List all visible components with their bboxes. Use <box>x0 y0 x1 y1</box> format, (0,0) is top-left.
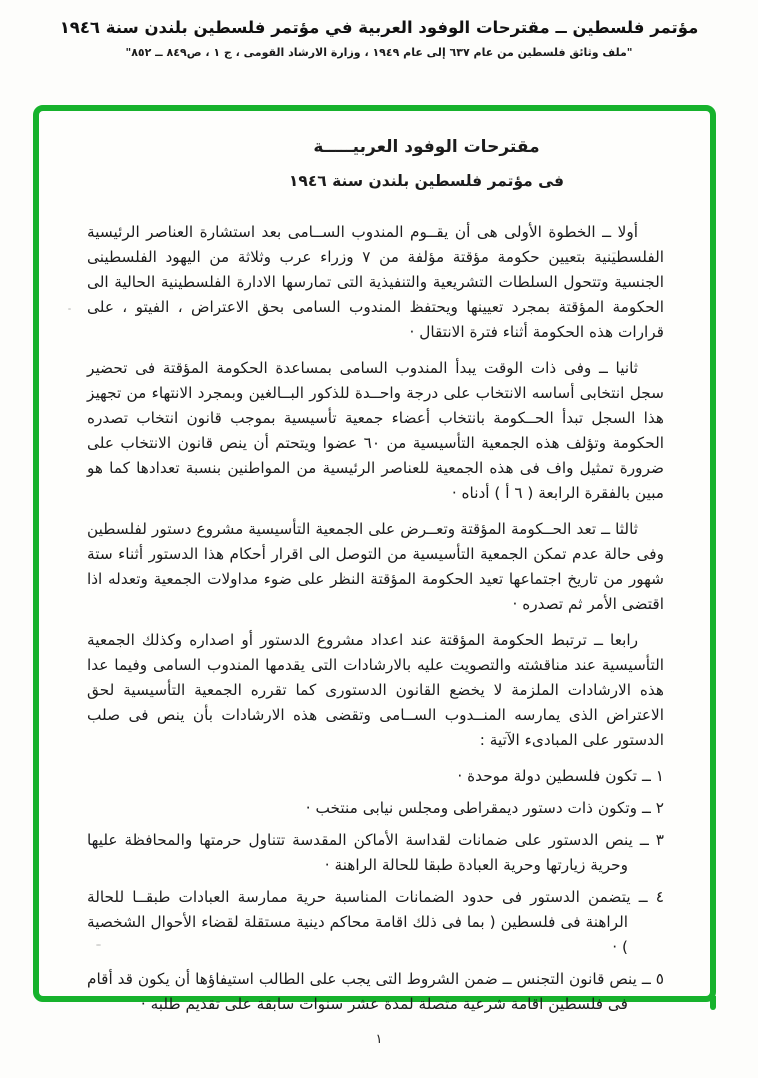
paragraph-third-label: ثالثا ــ <box>601 520 638 538</box>
paragraph-fourth <box>87 628 664 753</box>
list-item-text: ينص قانون التجنس ــ ضمن الشروط التى يجب على الطالب استيفاؤها أن يكون قد أقام فى فلسطين اقامة شرعية متصلة لمدة عشر سنوات سابقة على تقديم طلبه · <box>87 970 637 1013</box>
page-number: ١ <box>375 1032 383 1047</box>
scan-speck <box>612 252 616 254</box>
list-item-number: ١ ــ <box>641 767 664 785</box>
list-item-number: ٥ ــ <box>641 970 664 988</box>
list-item-text: يتضمن الدستور فى حدود الضمانات المناسبة حرية ممارسة العبادات طبقــا للحالة الراهنة فى فلسطين ( بما فى ذلك اقامة محاكم دينية مستقلة لقضاء الأحوال الشخصية ) · <box>87 888 631 956</box>
paragraph-first-label: أولا ــ <box>602 223 638 241</box>
paragraph-first <box>87 220 664 345</box>
list-item-number: ٢ ــ <box>641 799 664 817</box>
paragraph-third <box>87 517 664 617</box>
paragraph-fourth-label: رابعا ــ <box>593 631 638 649</box>
list-item-number: ٤ ــ <box>638 888 664 906</box>
paragraph-second-text: وفى ذات الوقت يبدأ المندوب السامى بمساعدة الحكومة المؤقتة فى تحضير سجل انتخابى أساسه الانتخاب على درجة واحــدة للذكور البــالغين وبمجرد الانتهاء من تجهيز هذا السجل تبدأ الحــكومة بانتخاب أعضاء جمعية تأسيسية بموجب قانون انتخاب تصدره الحكومة وتؤلف هذه الجمعية التأسيسية من ٦٠ عضوا ويتحتم أن ينص قانون الانتخاب على ضرورة تمثيل واف فى هذه الجمعية للعناصر الرئيسية من المواطنين بنسبة تعدادها كما هو مبين بالفقرة الرابعة ( ٦ أ ) أدناه · <box>87 359 664 502</box>
scan-speck <box>96 944 101 946</box>
document-source-citation: "ملف وثائق فلسطين من عام ٦٣٧ إلى عام ١٩٤٩ ، وزارة الارشاد القومى ، ج ١ ، ص٨٤٩ ــ ٨٥٢" <box>125 46 633 59</box>
paragraph-second-label: ثانيا ــ <box>598 359 639 377</box>
scanned-document-body <box>39 111 710 1013</box>
green-annotation-box <box>33 105 716 1013</box>
principles-list <box>87 764 664 1017</box>
list-item-number: ٣ ــ <box>639 831 664 849</box>
list-item <box>87 967 664 1017</box>
document-title <box>289 135 564 194</box>
document-title-line2: فى مؤتمر فلسطين بلندن سنة ١٩٤٦ <box>288 172 564 190</box>
paragraph-first-text: الخطوة الأولى هى أن يقــوم المندوب الســامى بعد استشارة العناصر الرئيسية الفلسطينية بتعيين حكومة مؤقتة مؤلفة من ٧ وزراء عرب وثلاثة من اليهود الفلسطينى الجنسية وتتحول السلطات التشريعية والتنفيذية التى تمارسها الادارة الفلسطينية الحالية الى الحكومة المؤقتة بمجرد تعيينها ويحتفظ المندوب السامى بحق الاعتراض ، الفيتو ، على قرارات هذه الحكومة أثناء فترة الانتقال · <box>87 223 664 341</box>
paragraph-fourth-text: ترتبط الحكومة المؤقتة عند اعداد مشروع الدستور أو اصداره وكذلك الجمعية التأسيسية عند مناقشته والتصويت عليه بالارشادات التى يقدمها المندوب السامى وفيما عدا هذه الارشادات الملزمة لا يخضع القانون الدستورى كما تقرره الجمعية التأسيسية لحق الاعتراض الذى يمارسه المنــدوب الســامى وتقضى هذه الارشادات بأن ينص فى صلب الدستور على المبادىء الآتية : <box>87 631 664 749</box>
scan-speck <box>68 308 71 310</box>
paragraph-second <box>87 356 664 506</box>
list-item <box>87 764 664 789</box>
list-item <box>87 796 664 821</box>
list-item-text: تكون فلسطين دولة موحدة · <box>457 767 638 785</box>
page-header <box>0 18 758 59</box>
paragraph-third-text: تعد الحــكومة المؤقتة وتعــرض على الجمعية التأسيسية مشروع دستور لفلسطين وفى حالة عدم تمكن الجمعية التأسيسية من التوصل الى اقرار أحكام هذا الدستور أثناء ستة شهور من تاريخ اجتماعها تعيد الحكومة المؤقتة النظر على ضوء مداولات الجمعية وتعدله اذا اقتضى الأمر ثم تصدره · <box>87 520 664 613</box>
list-item-text: ينص الدستور على ضمانات لقداسة الأماكن المقدسة تتناول حرمتها والمحافظة عليها وحرية زيارتها وحرية العبادة طبقا للحالة الراهنة · <box>87 831 633 874</box>
list-item-text: وتكون ذات دستور ديمقراطى ومجلس نيابى منتخب · <box>305 799 638 817</box>
list-item <box>87 828 664 878</box>
list-item <box>87 885 664 960</box>
document-source-title: مؤتمر فلسطين ــ مقترحات الوفود العربية في مؤتمر فلسطين بلندن سنة ١٩٤٦ <box>59 18 699 37</box>
document-title-line1: مقترحات الوفود العربيـــــة <box>313 137 540 157</box>
